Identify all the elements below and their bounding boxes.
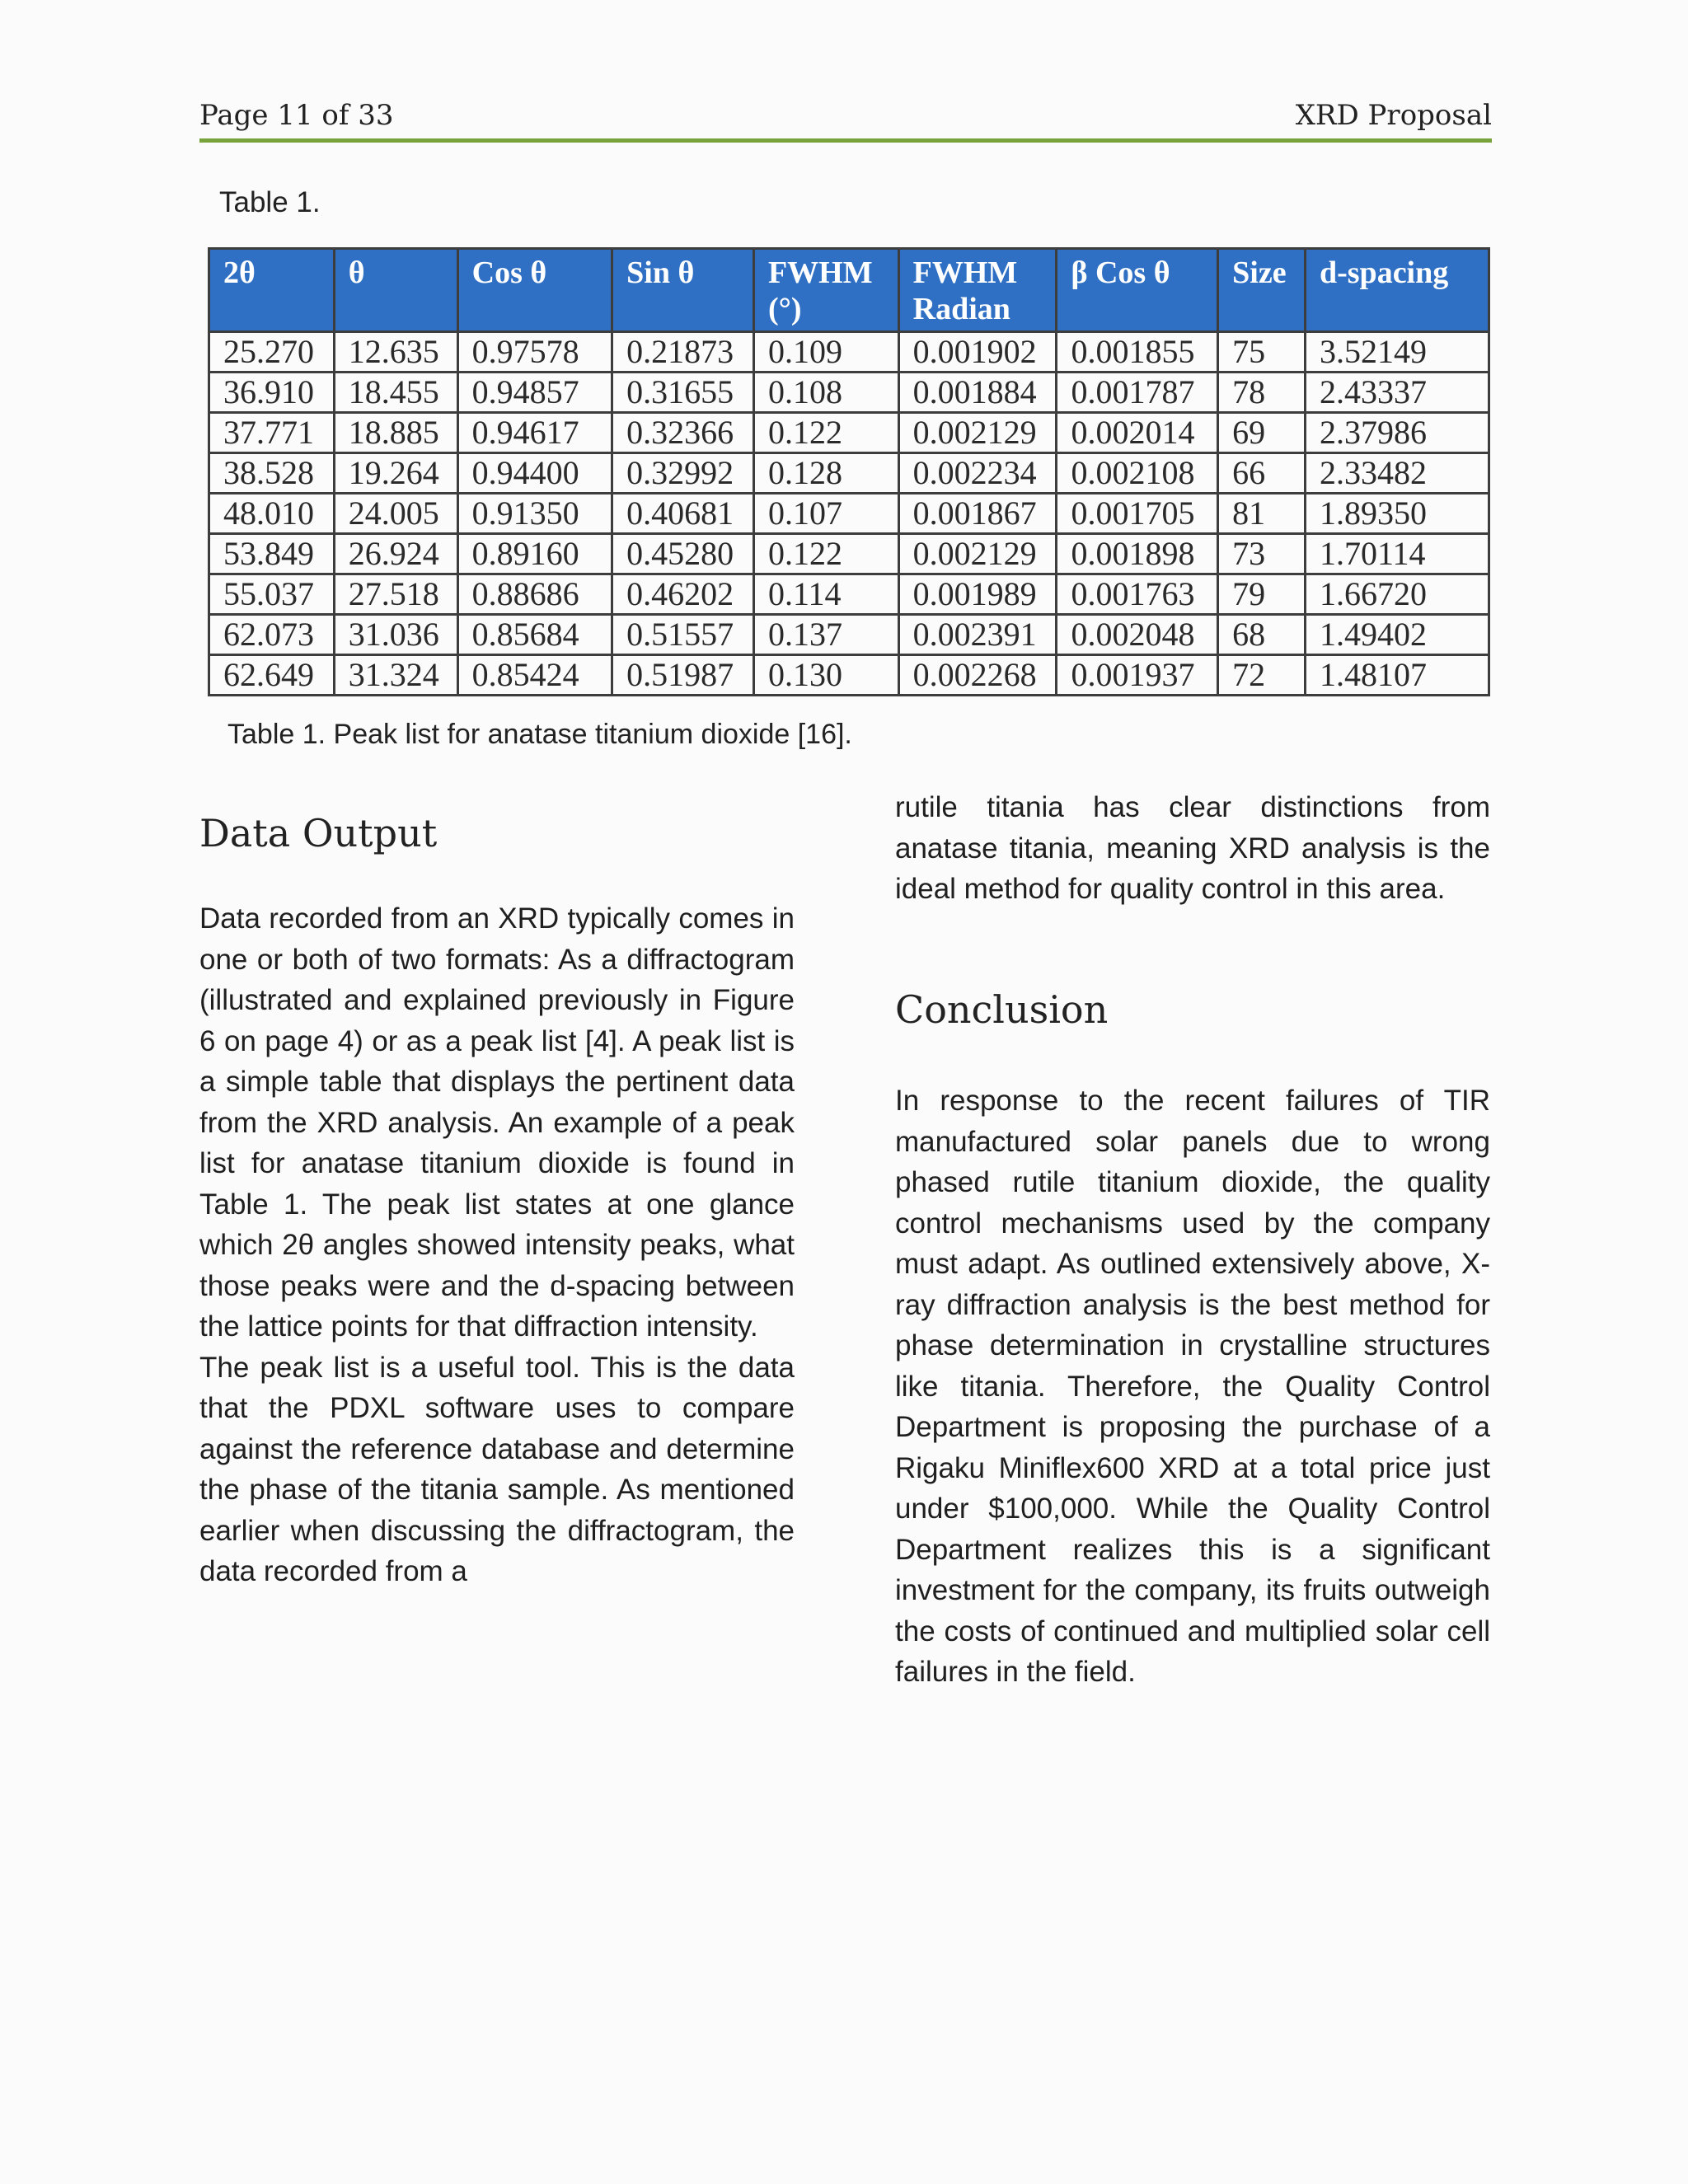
table-cell: 1.66720 [1305, 574, 1489, 615]
table-cell: 0.88686 [457, 574, 612, 615]
table-cell: 1.89350 [1305, 494, 1489, 534]
conclusion-paragraph: In response to the recent failures of TIR manufactured solar panels due to wrong phased rutile titanium dioxide, the quality control mechanisms used by the company must adapt. As outlined extensively above, X-ray diffraction analysis is the best method for phase determination in crystalline structures like titania. Therefore, the Quality Control Department is proposing the purchase of a Rigaku Miniflex600 XRD at a total price just under $100,000. While the Quality Control Department realizes this is a significant investment for the company, its fruits outweigh the costs of continued and multiplied solar cell failures in the field. [895, 1085, 1490, 1688]
conclusion-body [895, 1080, 1490, 1693]
table-cell: 0.31655 [612, 373, 754, 413]
table-cell: 18.885 [334, 413, 457, 453]
table-cell: 0.002129 [898, 413, 1057, 453]
table-cell: 19.264 [334, 453, 457, 494]
table-cell: 0.002234 [898, 453, 1057, 494]
table-cell: 0.001787 [1057, 373, 1218, 413]
table-cell: 25.270 [209, 332, 335, 373]
table-cell: 0.97578 [457, 332, 612, 373]
table-cell: 0.94857 [457, 373, 612, 413]
table-cell: 0.107 [753, 494, 898, 534]
table-cell: 0.128 [753, 453, 898, 494]
table-cell: 27.518 [334, 574, 457, 615]
table-cell: 37.771 [209, 413, 335, 453]
table-cell: 69 [1218, 413, 1306, 453]
table-cell: 0.45280 [612, 534, 754, 574]
data-output-paragraph-1: Data recorded from an XRD typically comes in one or both of two formats: As a diffractogram (illustrated and explained previously in Figure 6 on page 4) or as a peak list [4]. A peak list is a simple table that displays the pertinent data from the XRD analysis. An example of a peak list for anatase titanium dioxide is found in Table 1. The peak list states at one glance which 2θ angles showed intensity peaks, what those peaks were and the d-spacing between the lattice points for that diffraction intensity. [199, 902, 795, 1343]
table-cell: 78 [1218, 373, 1306, 413]
table-header-cell: β Cos θ [1057, 249, 1218, 332]
table-cell: 0.85424 [457, 655, 612, 696]
page-header [199, 97, 1492, 143]
table-cell: 0.122 [753, 413, 898, 453]
table-cell: 0.001937 [1057, 655, 1218, 696]
table-cell: 66 [1218, 453, 1306, 494]
table-cell: 0.46202 [612, 574, 754, 615]
table-header-cell: FWHM (°) [753, 249, 898, 332]
table-cell: 0.001705 [1057, 494, 1218, 534]
table-row [209, 655, 1489, 696]
table-cell: 0.122 [753, 534, 898, 574]
table-cell: 0.40681 [612, 494, 754, 534]
table-cell: 0.109 [753, 332, 898, 373]
table-cell: 0.21873 [612, 332, 754, 373]
table-header-cell: d-spacing [1305, 249, 1489, 332]
table-cell: 2.37986 [1305, 413, 1489, 453]
table-cell: 24.005 [334, 494, 457, 534]
table-cell: 0.002048 [1057, 615, 1218, 655]
table-header-cell: θ [334, 249, 457, 332]
table-cell: 73 [1218, 534, 1306, 574]
table-cell: 0.001867 [898, 494, 1057, 534]
table-cell: 1.49402 [1305, 615, 1489, 655]
table-cell: 0.94617 [457, 413, 612, 453]
table-cell: 75 [1218, 332, 1306, 373]
table-cell: 1.48107 [1305, 655, 1489, 696]
data-output-body [199, 898, 795, 1592]
table-cell: 0.51557 [612, 615, 754, 655]
table-row [209, 453, 1489, 494]
table-label: Table 1. [219, 186, 321, 218]
table-cell: 0.85684 [457, 615, 612, 655]
table-header-cell: FWHM Radian [898, 249, 1057, 332]
table-cell: 18.455 [334, 373, 457, 413]
table-cell: 3.52149 [1305, 332, 1489, 373]
table-cell: 0.130 [753, 655, 898, 696]
table-cell: 1.70114 [1305, 534, 1489, 574]
table-row [209, 373, 1489, 413]
table-cell: 38.528 [209, 453, 335, 494]
table-cell: 0.002391 [898, 615, 1057, 655]
table-row [209, 494, 1489, 534]
table-body [209, 332, 1489, 696]
conclusion-heading: Conclusion [895, 987, 1109, 1032]
table-cell: 0.002108 [1057, 453, 1218, 494]
table-cell: 31.036 [334, 615, 457, 655]
table-cell: 0.001898 [1057, 534, 1218, 574]
table-row [209, 615, 1489, 655]
table-cell: 0.002129 [898, 534, 1057, 574]
table-header-cell: Size [1218, 249, 1306, 332]
table-cell: 68 [1218, 615, 1306, 655]
table-cell: 0.114 [753, 574, 898, 615]
table-cell: 0.32366 [612, 413, 754, 453]
table-cell: 0.94400 [457, 453, 612, 494]
table-cell: 0.001855 [1057, 332, 1218, 373]
table-cell: 81 [1218, 494, 1306, 534]
document-title: XRD Proposal [1295, 99, 1492, 132]
table-cell: 62.649 [209, 655, 335, 696]
table-cell: 0.002268 [898, 655, 1057, 696]
table-row [209, 534, 1489, 574]
table-header-row [209, 249, 1489, 332]
table-caption: Table 1. Peak list for anatase titanium dioxide [16]. [227, 719, 852, 750]
table-row [209, 332, 1489, 373]
table-cell: 0.001763 [1057, 574, 1218, 615]
table-header-cell: 2θ [209, 249, 335, 332]
table-cell: 79 [1218, 574, 1306, 615]
table-cell: 31.324 [334, 655, 457, 696]
table-row [209, 413, 1489, 453]
table-cell: 0.002014 [1057, 413, 1218, 453]
table-cell: 0.108 [753, 373, 898, 413]
table-row [209, 574, 1489, 615]
table-cell: 0.32992 [612, 453, 754, 494]
table-cell: 72 [1218, 655, 1306, 696]
table-cell: 0.137 [753, 615, 898, 655]
table-cell: 36.910 [209, 373, 335, 413]
table-cell: 2.43337 [1305, 373, 1489, 413]
table-cell: 2.33482 [1305, 453, 1489, 494]
continuation-paragraph: rutile titania has clear distinctions from anatase titania, meaning XRD analysis is the ideal method for quality control in this area. [895, 791, 1490, 905]
table-cell: 0.51987 [612, 655, 754, 696]
table-cell: 48.010 [209, 494, 335, 534]
peak-list-table [208, 247, 1490, 696]
data-output-paragraph-2: The peak list is a useful tool. This is the data that the PDXL software uses to compare against the reference database and determine the phase of the titania sample. As mentioned earlier when discussing the diffractogram, the data recorded from a [199, 1351, 795, 1587]
table-cell: 0.89160 [457, 534, 612, 574]
table-cell: 0.001884 [898, 373, 1057, 413]
table-cell: 26.924 [334, 534, 457, 574]
table-cell: 0.91350 [457, 494, 612, 534]
table-cell: 55.037 [209, 574, 335, 615]
table-cell: 0.001902 [898, 332, 1057, 373]
data-output-heading: Data Output [199, 811, 438, 855]
data-output-continuation [895, 787, 1490, 910]
table-cell: 0.001989 [898, 574, 1057, 615]
table-cell: 53.849 [209, 534, 335, 574]
table-header-cell: Cos θ [457, 249, 612, 332]
table-cell: 62.073 [209, 615, 335, 655]
table-cell: 12.635 [334, 332, 457, 373]
page-number: Page 11 of 33 [199, 99, 394, 132]
table-header-cell: Sin θ [612, 249, 754, 332]
